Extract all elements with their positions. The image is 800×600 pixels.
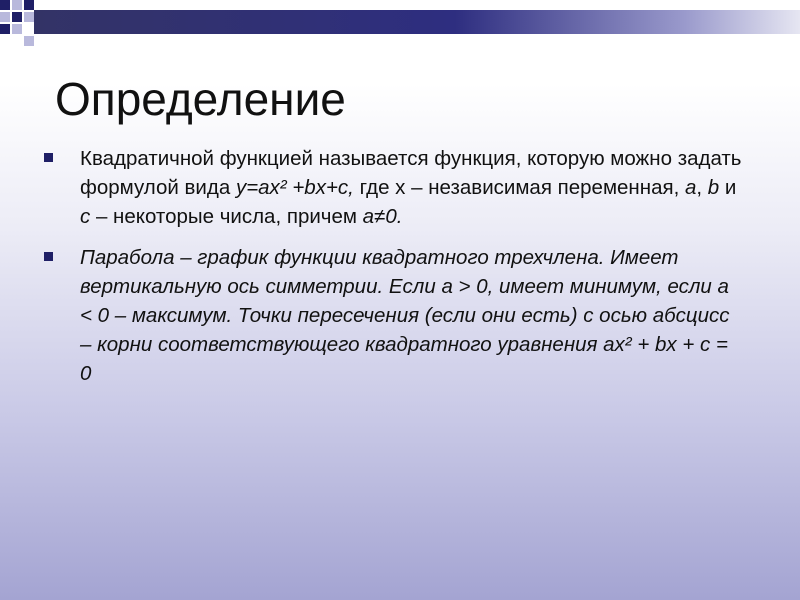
bullet-text bbox=[80, 144, 744, 231]
text-run: и bbox=[719, 176, 737, 199]
text-run: – некоторые числа, причем bbox=[90, 205, 363, 228]
text-run: где х – независимая переменная, bbox=[353, 176, 685, 199]
deco-square-icon bbox=[0, 0, 10, 10]
bullet-item bbox=[44, 144, 744, 231]
deco-square-icon bbox=[12, 24, 22, 34]
deco-square-icon bbox=[12, 0, 22, 10]
deco-square-icon bbox=[0, 12, 10, 22]
text-run: a bbox=[684, 176, 697, 199]
text-run: c bbox=[80, 205, 91, 228]
header-gradient-bar bbox=[34, 10, 800, 34]
deco-square-icon bbox=[24, 12, 34, 22]
bullet-square-icon bbox=[44, 252, 53, 261]
text-run: y=ax² +bx+c, bbox=[235, 176, 354, 199]
deco-square-icon bbox=[0, 24, 10, 34]
text-run: a≠0. bbox=[362, 205, 403, 228]
text-run: , bbox=[696, 176, 708, 199]
slide-title: Определение bbox=[55, 73, 346, 125]
bullet-square-icon bbox=[44, 153, 53, 162]
text-run: b bbox=[707, 176, 720, 199]
text-run: Парабола – график функции квадратного трехчлена. Имеет вертикальную ось симметрии. Если а > 0, имеет минимум, если а < 0 – максимум. Точки пересечения (если они есть) с осью абсцисс – корни соответствующего квадратного уравнения ах² + bх + с = 0 bbox=[80, 246, 730, 385]
bullet-item bbox=[44, 243, 744, 388]
text-run: Квадратичной функцией называется функция, которую можно задать формулой вида bbox=[80, 147, 742, 199]
slide-body bbox=[44, 144, 744, 400]
deco-square-icon bbox=[24, 0, 34, 10]
deco-square-icon bbox=[24, 36, 34, 46]
deco-square-icon bbox=[12, 12, 22, 22]
bullet-text bbox=[80, 243, 744, 388]
